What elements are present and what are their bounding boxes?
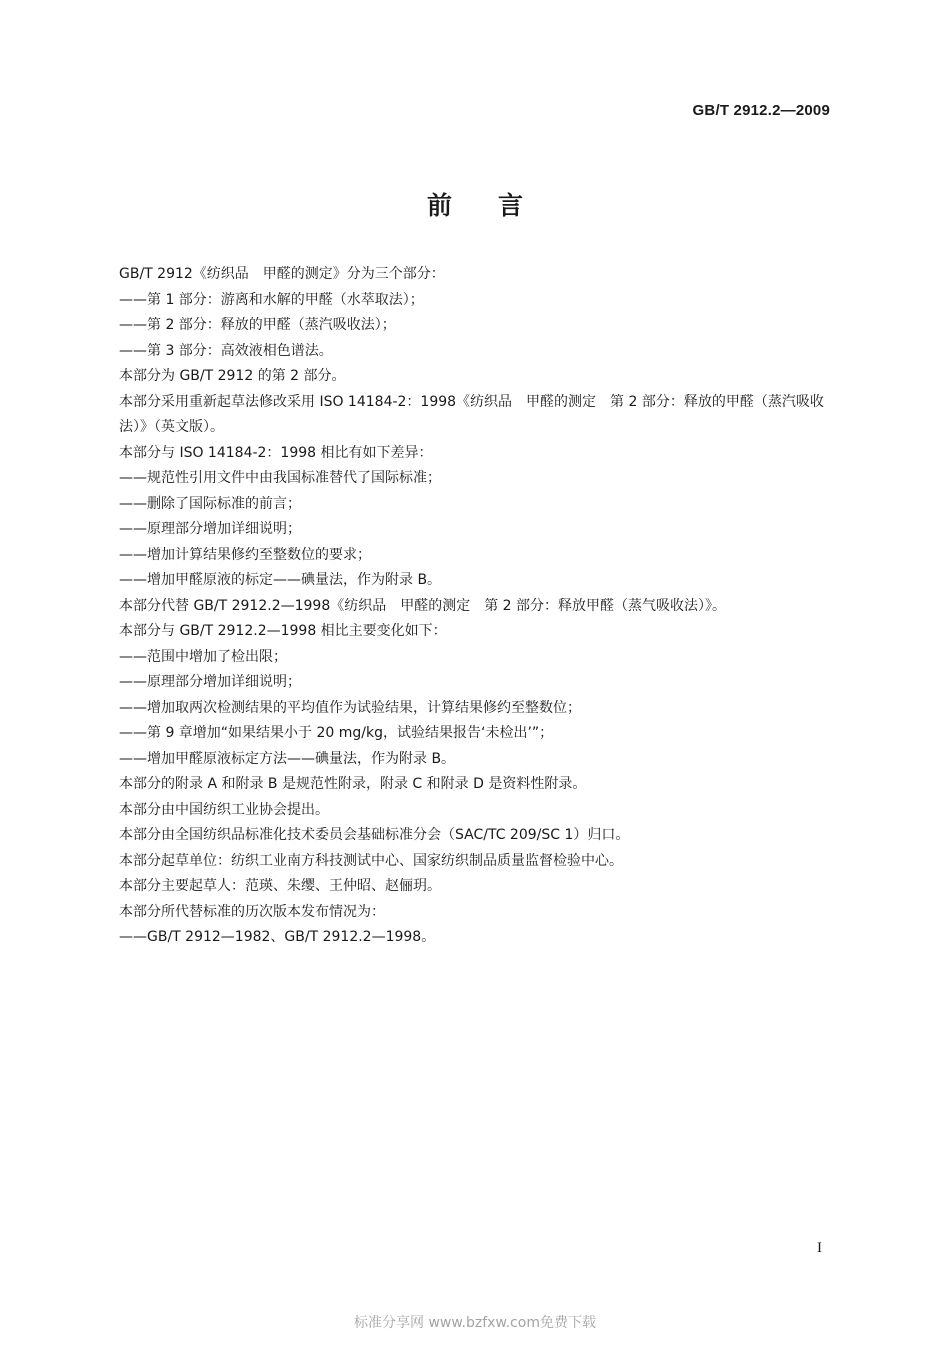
paragraph: 本部分代替 GB/T 2912.2—1998《纺织品 甲醛的测定 第 2 部分：释放甲醛（蒸气吸收法）》。 — [119, 597, 727, 614]
list-item: ——原理部分增加详细说明； — [119, 674, 301, 690]
list-item: ——增加甲醛原液的标定——碘量法，作为附录 B。 — [119, 572, 442, 588]
list-item: ——增加计算结果修约至整数位的要求； — [119, 546, 371, 563]
paragraph: 本部分与 ISO 14184-2：1998 相比有如下差异： — [119, 444, 433, 461]
list-item: ——第 1 部分：游离和水解的甲醛（水萃取法）； — [119, 291, 424, 308]
paragraph: 本部分主要起草人：范瑛、朱缨、王仲昭、赵俪玥。 — [119, 878, 441, 894]
list-item: ——增加取两次检测结果的平均值作为试验结果，计算结果修约至整数位； — [119, 699, 581, 716]
paragraph: 本部分由中国纺织工业协会提出。 — [119, 801, 329, 818]
paragraph: GB/T 2912《纺织品 甲醛的测定》分为三个部分： — [119, 266, 445, 282]
list-item: ——增加甲醛原液标定方法——碘量法，作为附录 B。 — [119, 750, 456, 767]
page-title: 前言 — [426, 191, 569, 220]
paragraph: 本部分与 GB/T 2912.2—1998 相比主要变化如下： — [119, 623, 447, 639]
paragraph: 本部分的附录 A 和附录 B 是规范性附录，附录 C 和附录 D 是资料性附录。 — [119, 776, 587, 792]
paragraph: 本部分由全国纺织品标准化技术委员会基础标准分会（SAC/TC 209/SC 1）归口。 — [119, 827, 630, 843]
list-item: ——第 2 部分：释放的甲醛（蒸汽吸收法）； — [119, 317, 396, 333]
list-item: ——原理部分增加详细说明； — [119, 521, 301, 537]
list-item: ——范围中增加了检出限； — [119, 648, 287, 665]
paragraph: 本部分采用重新起草法修改采用 ISO 14184-2：1998《纺织品 甲醛的测定 第 2 部分：释放的甲醛（蒸汽吸收法）》（英文版）。 — [119, 393, 824, 435]
paragraph: 本部分所代替标准的历次版本发布情况为： — [119, 903, 385, 920]
list-item: ——规范性引用文件中由我国标准替代了国际标准； — [119, 470, 441, 486]
foreword-body — [88, 262, 832, 951]
list-item: ——GB/T 2912—1982、GB/T 2912.2—1998。 — [119, 929, 436, 945]
paragraph: 本部分起草单位：纺织工业南方科技测试中心、国家纺织制品质量监督检验中心。 — [119, 852, 623, 869]
standard-number: GB/T 2912.2—2009 — [692, 102, 830, 119]
paragraph: 本部分为 GB/T 2912 的第 2 部分。 — [119, 368, 346, 384]
list-item: ——删除了国际标准的前言； — [119, 495, 301, 512]
list-item: ——第 3 部分：高效液相色谱法。 — [119, 342, 333, 359]
watermark[interactable]: 标准分享网 www.bzfxw.com免费下载 — [354, 1315, 596, 1331]
page-number: I — [817, 1240, 822, 1256]
list-item: ——第 9 章增加“如果结果小于 20 mg/kg，试验结果报告‘未检出’”； — [119, 725, 554, 741]
